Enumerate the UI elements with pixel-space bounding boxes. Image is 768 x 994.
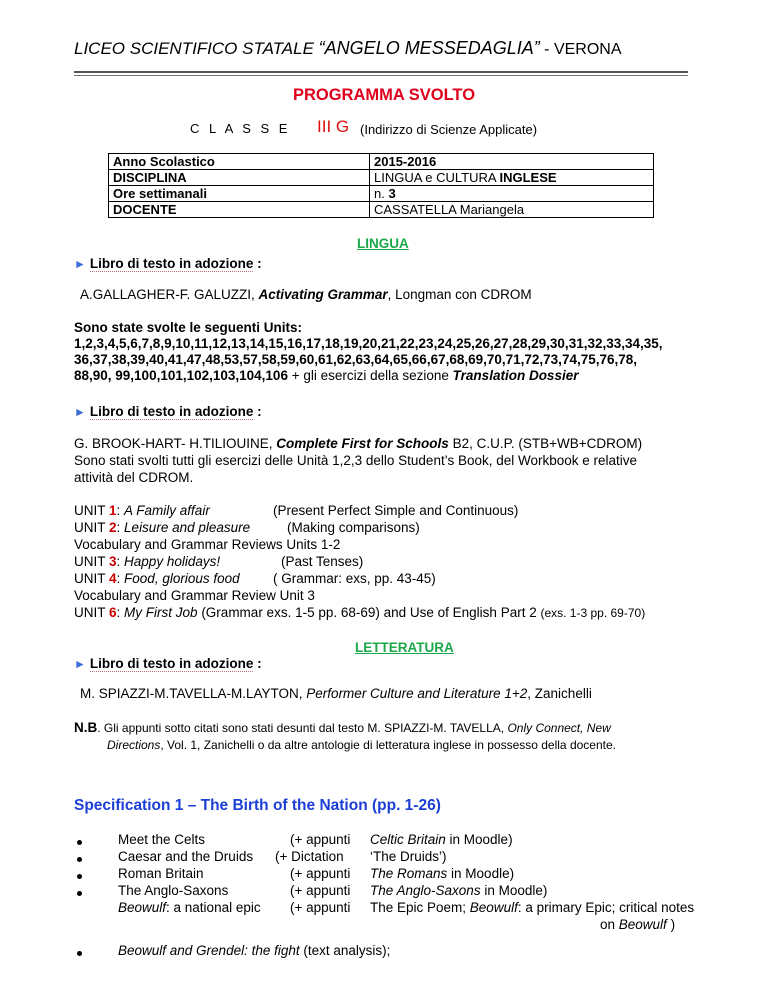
spec-item-note-text: : a primary Epic; critical notes: [517, 900, 695, 915]
page-title: PROGRAMMA SVOLTO: [292, 86, 476, 104]
unit-prefix: UNIT: [74, 571, 110, 586]
specification-heading: Specification 1 – The Birth of the Nation (pp. 1-26): [74, 797, 441, 814]
spec-item-note-title: The Anglo-Saxons: [370, 883, 481, 898]
unit-line: [74, 571, 240, 586]
spec-item-source: (+ appunti: [290, 900, 351, 915]
unit-separator: :: [116, 520, 125, 535]
triangle-right-icon: ►: [74, 405, 86, 419]
spec-item-topic: Meet the Celts: [118, 832, 206, 847]
units-list-1: 1,2,3,4,5,6,7,8,9,10,11,12,13,14,15,16,17,18,19,20,21,22,23,24,25,26,27,28,29,30,31,32,33,34,35,: [74, 336, 663, 351]
translation-dossier: Translation Dossier: [452, 368, 579, 383]
text-analysis-title: Beowulf and Grendel: the fight: [118, 943, 300, 958]
book-title: Activating Grammar: [258, 287, 388, 302]
header-rule-thin: [74, 75, 688, 76]
unit-separator: :: [116, 554, 125, 569]
textbook-1: [80, 287, 532, 302]
spec-item-source: (+ appunti: [290, 866, 351, 881]
bullet-icon: [77, 874, 82, 879]
unit-number: 1: [109, 503, 117, 518]
unit-line: [74, 503, 210, 518]
beowulf-title: Beowulf: [118, 900, 167, 915]
school-name: “ANGELO MESSEDAGLIA”: [318, 38, 540, 58]
spec-item-note: [600, 917, 675, 932]
unit-title: Food, glorious food: [124, 571, 240, 586]
textbook-label-text: Libro di testo in adozione: [89, 404, 254, 419]
section-heading-lingua: LINGUA: [357, 236, 409, 251]
nb-text: . Gli appunti sotto citati sono stati desunti dal testo M. SPIAZZI-M. TAVELLA,: [97, 721, 508, 735]
textbook-label-text: Libro di testo in adozione: [89, 656, 254, 671]
book-title: Performer Culture and Literature 1+2: [306, 686, 528, 701]
units-list-2: 36,37,38,39,40,41,47,48,53,57,58,59,60,61,62,63,64,65,66,67,68,69,70,71,72,73,74,75,76,78,: [74, 352, 638, 367]
text-analysis-note: (text analysis);: [299, 943, 391, 958]
book-authors: G. BROOK-HART- H.TILIOUINE,: [74, 436, 277, 451]
colon: :: [253, 656, 262, 671]
unit-number: 6: [109, 605, 117, 620]
nb-book-title: Directions: [107, 738, 161, 752]
nb-label: N.B: [74, 720, 98, 735]
unit-desc: (Past Tenses): [281, 554, 364, 569]
unit-prefix: UNIT: [74, 503, 110, 518]
beowulf-title: Beowulf: [469, 900, 518, 915]
spec-item-note: [370, 832, 513, 847]
spec-item-topic: Caesar and the Druids: [118, 849, 254, 864]
beowulf-topic: : a national epic: [166, 900, 261, 915]
unit-title: Leisure and pleasure: [124, 520, 251, 535]
units-list-3: [74, 368, 578, 383]
textbook-label: [74, 656, 262, 671]
table-row: [109, 186, 654, 202]
unit-line: [74, 554, 220, 569]
spec-item-source: (+ appunti: [290, 883, 351, 898]
bullet-icon: [77, 891, 82, 896]
nb-note-line-1: [74, 720, 611, 735]
book-authors: A.GALLAGHER-F. GALUZZI,: [80, 287, 259, 302]
textbook-3: [80, 686, 592, 701]
unit-separator: :: [116, 605, 125, 620]
beowulf-title: Beowulf: [618, 917, 667, 932]
book-publisher: B2, C.U.P. (STB+WB+CDROM): [448, 436, 643, 451]
spec-item-topic: Roman Britain: [118, 866, 204, 881]
spec-item-topic: [118, 943, 390, 958]
unit-number: 2: [109, 520, 117, 535]
info-label: DISCIPLINA: [109, 170, 370, 186]
textbook-label: [74, 256, 262, 271]
school-city: VERONA: [553, 41, 622, 58]
spec-item-note-text: in Moodle): [445, 832, 513, 847]
unit-desc: (Making comparisons): [287, 520, 420, 535]
info-value: [370, 186, 654, 202]
textbook-2-note-1: Sono stati svolti tutti gli esercizi delle Unità 1,2,3 dello Student’s Book, del Workbook e relative: [74, 453, 638, 468]
header-separator: -: [539, 41, 554, 58]
spec-item-source: (+ appunti: [290, 832, 351, 847]
course-info-table: [108, 153, 654, 218]
info-label: Anno Scolastico: [109, 154, 370, 170]
spec-item-note-title: Celtic Britain: [370, 832, 446, 847]
unit-prefix: UNIT: [74, 520, 110, 535]
info-value: 2015-2016: [370, 154, 654, 170]
section-heading-letteratura: LETTERATURA: [355, 640, 454, 655]
spec-item-note: ‘The Druids’): [370, 849, 447, 864]
bullet-icon: [77, 951, 82, 956]
nb-book-title: Only Connect, New: [507, 721, 611, 735]
spec-item-note-text: in Moodle): [447, 866, 515, 881]
bullet-icon: [77, 840, 82, 845]
review-line: Vocabulary and Grammar Reviews Units 1-2: [74, 537, 341, 552]
unit-title: My First Job: [124, 605, 198, 620]
unit-separator: :: [116, 503, 125, 518]
info-value-text: n.: [374, 186, 389, 201]
units-list-3-tail: + gli esercizi della sezione: [287, 368, 453, 383]
unit-number: 3: [109, 554, 117, 569]
bullet-icon: [77, 857, 82, 862]
textbook-2: [74, 436, 642, 451]
colon: :: [253, 256, 262, 271]
spec-item-note-text: in Moodle): [480, 883, 548, 898]
table-row: [109, 202, 654, 218]
spec-item-source: (+ Dictation: [275, 849, 344, 864]
unit-number: 4: [109, 571, 117, 586]
spec-item-note-text: ): [666, 917, 676, 932]
book-authors: M. SPIAZZI-M.TAVELLA-M.LAYTON,: [80, 686, 307, 701]
spec-item-note: [370, 866, 514, 881]
spec-item-note-title: The Romans: [370, 866, 448, 881]
table-row: [109, 154, 654, 170]
spec-item-note: [370, 883, 547, 898]
units-list-3-numbers: 88,90, 99,100,101,102,103,104,106: [74, 368, 288, 383]
unit-desc: ( Grammar: exs, pp. 43-45): [273, 571, 436, 586]
info-value-text: LINGUA e CULTURA: [374, 170, 500, 185]
unit-separator: :: [116, 571, 125, 586]
triangle-right-icon: ►: [74, 657, 86, 671]
unit-line: [74, 605, 645, 620]
info-value-bold: INGLESE: [499, 170, 557, 185]
triangle-right-icon: ►: [74, 257, 86, 271]
spec-item-note-text: on: [600, 917, 619, 932]
info-value: CASSATELLA Mariangela: [370, 202, 654, 218]
info-label: DOCENTE: [109, 202, 370, 218]
textbook-label: [74, 404, 262, 419]
header-rule-thick: [74, 71, 688, 73]
spec-item-topic: [118, 900, 261, 915]
table-row: [109, 170, 654, 186]
unit-title: Happy holidays!: [124, 554, 221, 569]
textbook-2-note-2: attività del CDROM.: [74, 470, 194, 485]
book-publisher: , Longman con CDROM: [387, 287, 532, 302]
nb-note-line-2: [107, 738, 616, 752]
colon: :: [253, 404, 262, 419]
classe-label: C L A S S E: [190, 121, 291, 136]
book-title: Complete First for Schools: [276, 436, 449, 451]
classe-note: (Indirizzo di Scienze Applicate): [360, 122, 538, 137]
unit-prefix: UNIT: [74, 605, 110, 620]
unit-note: (exs. 1-3 pp. 69-70): [540, 606, 646, 620]
unit-title: A Family affair: [124, 503, 210, 518]
spec-item-note: [370, 900, 694, 915]
book-publisher: , Zanichelli: [527, 686, 592, 701]
nb-text: , Vol. 1, Zanichelli o da altre antologie di letteratura inglese in possesso della docente.: [160, 738, 616, 752]
unit-desc: (Present Perfect Simple and Continuous): [273, 503, 519, 518]
units-intro: Sono state svolte le seguenti Units:: [74, 320, 303, 335]
textbook-label-text: Libro di testo in adozione: [89, 256, 254, 271]
spec-item-topic: The Anglo-Saxons: [118, 883, 229, 898]
info-label: Ore settimanali: [109, 186, 370, 202]
unit-desc: (Grammar exs. 1-5 pp. 68-69) and Use of English Part 2: [197, 605, 541, 620]
review-line: Vocabulary and Grammar Review Unit 3: [74, 588, 315, 603]
spec-item-note-text: The Epic Poem;: [370, 900, 470, 915]
classe-value: III G: [317, 117, 350, 136]
info-value-bold: 3: [388, 186, 396, 201]
school-header: [74, 38, 622, 59]
info-value: [370, 170, 654, 186]
unit-prefix: UNIT: [74, 554, 110, 569]
unit-line: [74, 520, 250, 535]
school-type: LICEO SCIENTIFICO STATALE: [74, 39, 314, 58]
